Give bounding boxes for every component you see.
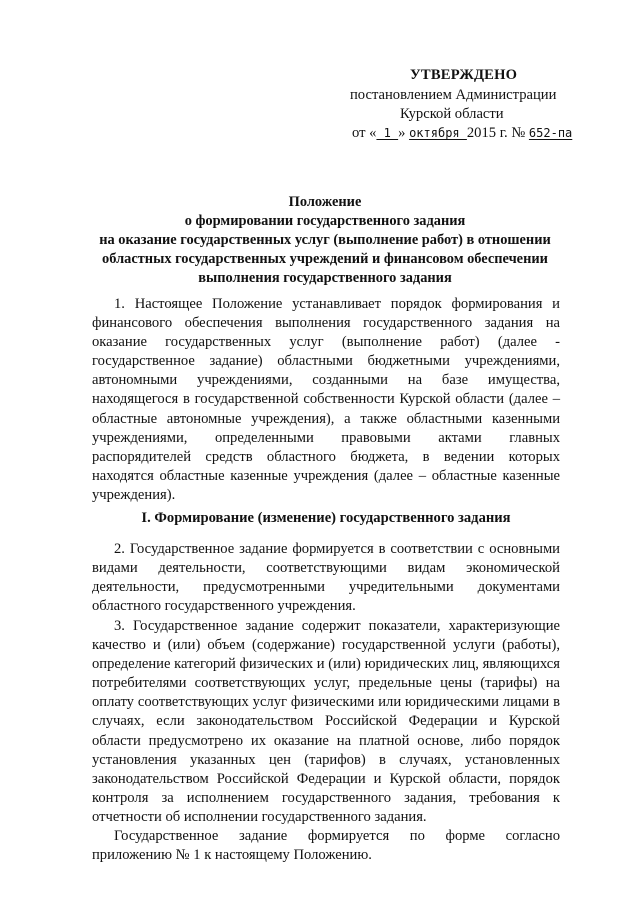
paragraph-1	[92, 295, 560, 505]
approval-date-day: 1	[376, 126, 399, 140]
paragraph-4	[92, 827, 560, 865]
title-line: областных государственных учреждений и финансовом обеспечении	[102, 251, 548, 267]
approval-issuer-line: постановлением Администрации	[350, 87, 557, 103]
text-line: случаях, если законодательством Российской Федерации и Курской	[92, 713, 560, 730]
text-line: установления указанных цен (тарифов) в случаях, установленных	[92, 751, 560, 768]
text-line: Государственное задание формируется по форме согласно	[114, 828, 560, 844]
approval-date-line	[352, 124, 572, 143]
text-line: 2. Государственное задание формируется в соответствии с основными	[114, 541, 560, 557]
text-line: областные автономные учреждения), а также областными казенными	[92, 410, 560, 427]
approval-date-mid: »	[398, 125, 410, 141]
section-heading: I. Формирование (изменение) государственного задания	[141, 510, 511, 526]
text-line: находящегося в государственной собственности Курской области (далее –	[92, 391, 560, 408]
approval-region-line: Курской области	[400, 106, 504, 122]
text-line: автономными учреждениями, созданными на базе имущества,	[92, 372, 560, 389]
approval-title: УТВЕРЖДЕНО	[410, 67, 518, 83]
text-line: областного государственного учреждения.	[92, 598, 356, 615]
text-line: оплату соответствующих услуг физическими или юридическими лицами в	[92, 694, 560, 711]
title-line: на оказание государственных услуг (выполнение работ) в отношении	[99, 232, 551, 248]
text-line: оказание государственных услуг (выполнение работ) (далее -	[92, 334, 560, 351]
text-line: 1. Настоящее Положение устанавливает порядок формирования и	[114, 296, 560, 312]
title-line: выполнения государственного задания	[198, 270, 452, 286]
text-line: качество и (или) объем (содержание) государственной услуги (работы),	[92, 637, 560, 654]
document-title	[60, 193, 590, 288]
text-line: потребителями соответствующих услуг, предельные цены (тарифы) на	[92, 675, 560, 692]
paragraph-3	[92, 617, 560, 827]
text-line: учреждения).	[92, 486, 176, 503]
text-line: финансового обеспечения выполнения государственного задания на	[92, 315, 560, 332]
text-line: 3. Государственное задание содержит показатели, характеризующие	[114, 618, 560, 634]
text-line: государственное задание) областными бюджетными учреждениями,	[92, 353, 560, 370]
approval-date-prefix: от «	[352, 125, 377, 141]
text-line: находятся областные казенные учреждения (далее – областные казенные	[92, 467, 560, 484]
text-line: видами деятельности, соответствующими видам экономической	[92, 560, 560, 577]
approval-date-year: 2015 г. №	[466, 125, 529, 141]
title-line: о формировании государственного задания	[184, 213, 466, 229]
paragraph-2	[92, 540, 560, 616]
text-line: деятельности, предусмотренными учредительными документами	[92, 579, 560, 596]
text-line: области предусмотрено их оказание на платной основе, либо порядок	[92, 732, 560, 749]
text-line: распорядителей средств областного бюджета, в ведении которых	[92, 448, 560, 465]
title-line: Положение	[288, 194, 362, 210]
text-line: учреждениями, определенными правовыми актами главных	[92, 429, 560, 446]
text-line: приложению № 1 к настоящему Положению.	[92, 847, 372, 864]
text-line: контроля за исполнением государственного задания, требования к	[92, 789, 560, 806]
text-line: определение категорий физических и (или) юридических лиц, являющихся	[92, 656, 560, 673]
text-line: законодательством Российской Федерации и Курской области, порядок	[92, 770, 560, 787]
text-line: отчетности об исполнении государственного задания.	[92, 808, 427, 825]
approval-document-number: 652-па	[528, 126, 573, 140]
approval-date-month: октября	[409, 126, 467, 140]
